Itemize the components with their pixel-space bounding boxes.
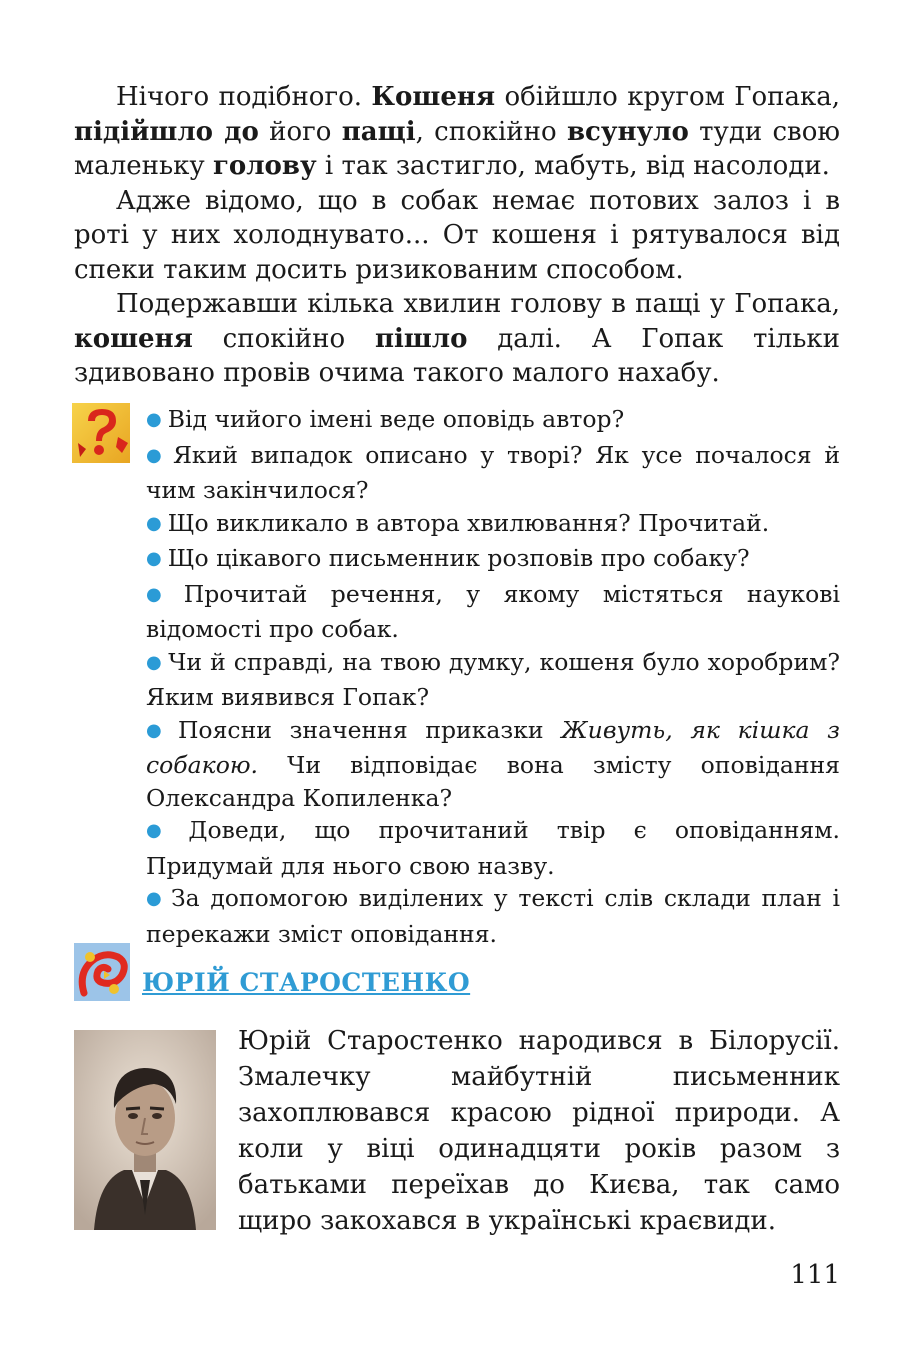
question-text: Чи й справді, на твою думку, кошеня було хоробрим? Яким виявився Гопак? [146,647,840,711]
highlighted-word: Кошеня [371,82,496,112]
bullet-icon: ● [146,583,178,605]
proverb-text: Живуть, як кішка з собакою. [146,715,841,779]
highlighted-word: кошеня [74,323,193,354]
question-text: Доведи, що прочитаний твір є оповіданням. Придумай для нього свою назву. [146,816,840,880]
bullet-icon: ● [146,719,172,741]
author-heading-link[interactable]: ЮРІЙ СТАРОСТЕНКО [142,968,471,997]
story-paragraph [74,80,840,184]
question-text: Який випадок описано у творі? Як усе почалося й чим закінчилося? [146,440,840,504]
highlighted-word: всунуло [566,116,689,147]
highlighted-word: пащі [341,116,416,147]
paragraph-text: обійшло кругом Гопака, [495,82,840,112]
paragraph-text: його [258,116,342,147]
bullet-icon: ● [146,548,162,569]
question-mark-icon [72,403,130,463]
questions-list [146,403,840,950]
highlighted-word: пішло [374,323,468,354]
question-text: Що викликало в автора хвилювання? Прочитай. [167,508,770,537]
story-text [74,80,840,391]
bullet-icon: ● [146,888,165,909]
question-item [146,646,840,714]
page-number: 111 [790,1260,840,1290]
question-item [146,439,840,507]
paragraph-text: Подержавши кілька хвилин голову в пащі у Гопака, [116,289,840,319]
author-portrait [74,1030,216,1230]
paragraph-text: і так застигло, мабуть, від насолоди. [316,151,830,181]
paragraph-text: далі. А Гопак тільки здивовано провів очима такого малого нахабу. [74,323,840,388]
question-item [146,403,840,439]
story-paragraph [74,287,840,391]
question-item [146,507,840,543]
paragraph-text: Нічого подібного. [116,82,372,112]
question-text: Прочитай речення, у якому містяться наукові відомості про собак. [146,579,840,643]
question-text: Від чийого імені веде оповідь автор? [167,405,625,433]
highlighted-word: підійшло до [74,116,259,147]
paragraph-text: спокійно [192,323,375,354]
bullet-icon: ● [146,820,183,841]
question-item [146,882,840,950]
question-item [146,542,840,578]
highlighted-word: голову [212,151,317,181]
bullet-icon: ● [146,512,162,534]
question-item [146,578,840,646]
bullet-icon: ● [146,651,163,673]
story-paragraph [74,184,840,288]
paragraph-text: Адже відомо, що в собак немає потових залоз і в роті у них холоднувато... От кошеня і рятувалося від спеки таким досить ризикованим способом. [74,185,840,285]
question-item [146,814,840,882]
question-text: Що цікавого письменник розповів про собаку? [167,544,750,572]
question-text: За допомогою виділених у тексті слів склади план і перекажи зміст оповідання. [146,884,840,948]
bullet-icon: ● [146,409,162,430]
paragraph-text: туди свою маленьку [74,116,840,181]
question-text: Чи відповідає вона змісту оповідання Олександра Копиленка? [146,751,840,812]
paragraph-text: , спокійно [415,116,567,147]
author-bio: Юрій Старостенко народився в Білорусії. Змалечку майбутній письменник захоплювався красою рідної природи. А коли у віці одинадцяти років разом з батьками переїхав до Києва, так само щиро закохався в українські краєвиди. [238,1026,840,1236]
bullet-icon: ● [146,444,167,466]
question-item [146,714,840,815]
author-section-icon [74,943,130,1001]
question-text: Поясни значення приказки [177,715,562,744]
